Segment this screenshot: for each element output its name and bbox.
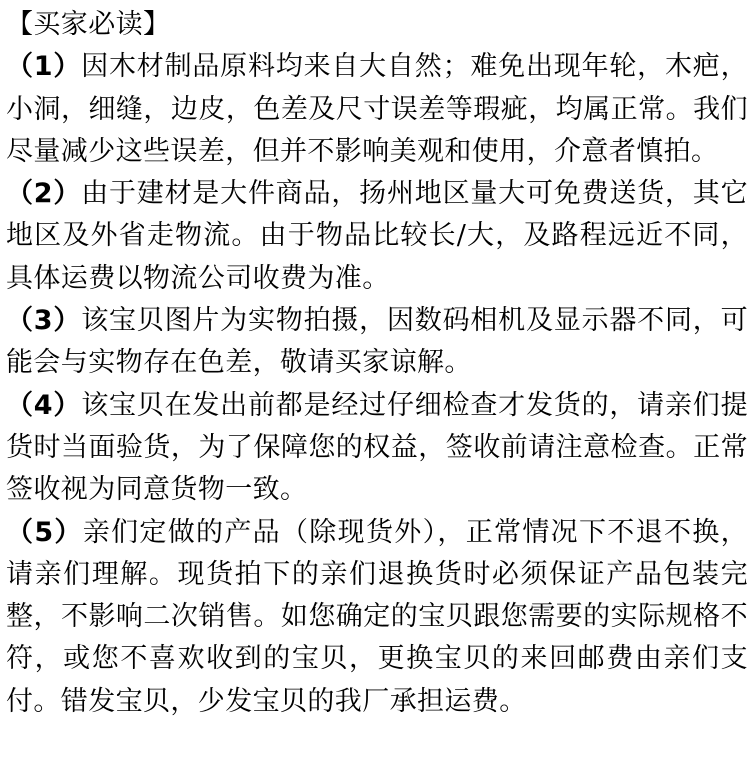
notice-item-2 — [6, 173, 748, 300]
notice-item-3-number: （3） — [6, 305, 82, 337]
notice-item-3 — [6, 300, 748, 385]
notice-item-4 — [6, 385, 748, 512]
notice-item-1-text: 因木材制品原料均来自大自然；难免出现年轮，木疤，小洞，细缝，边皮，色差及尺寸误差等瑕疵，均属正常。我们尽量减少这些误差，但并不影响美观和使用，介意者慎拍。 — [6, 51, 748, 167]
notice-item-5 — [6, 512, 748, 723]
notice-item-4-text: 该宝贝在发出前都是经过仔细检查才发货的，请亲们提货时当面验货，为了保障您的权益，签收前请注意检查。正常签收视为同意货物一致。 — [6, 389, 748, 506]
notice-item-2-number: （2） — [6, 178, 82, 210]
notice-item-5-text: 亲们定做的产品（除现货外），正常情况下不退不换，请亲们理解。现货拍下的亲们退换货时必须保证产品包装完整，不影响二次销售。如您确定的宝贝跟您需要的实际规格不符，或您不喜欢收到的宝贝，更换宝贝的来回邮费由亲们支付。错发宝贝，少发宝贝的我厂承担运费。 — [6, 516, 748, 717]
notice-item-1 — [6, 46, 748, 173]
notice-item-4-number: （4） — [6, 389, 82, 421]
notice-item-1-number: （1） — [6, 51, 82, 83]
notice-item-5-number: （5） — [6, 516, 83, 548]
notice-item-2-text: 由于建材是大件商品，扬州地区量大可免费送货，其它地区及外省走物流。由于物品比较长/大，及路程远近不同，具体运费以物流公司收费为准。 — [6, 178, 748, 294]
notice-title: 【买家必读】 — [6, 9, 171, 40]
notice-item-3-text: 该宝贝图片为实物拍摄，因数码相机及显示器不同，可能会与实物存在色差，敬请买家谅解。 — [6, 305, 748, 379]
